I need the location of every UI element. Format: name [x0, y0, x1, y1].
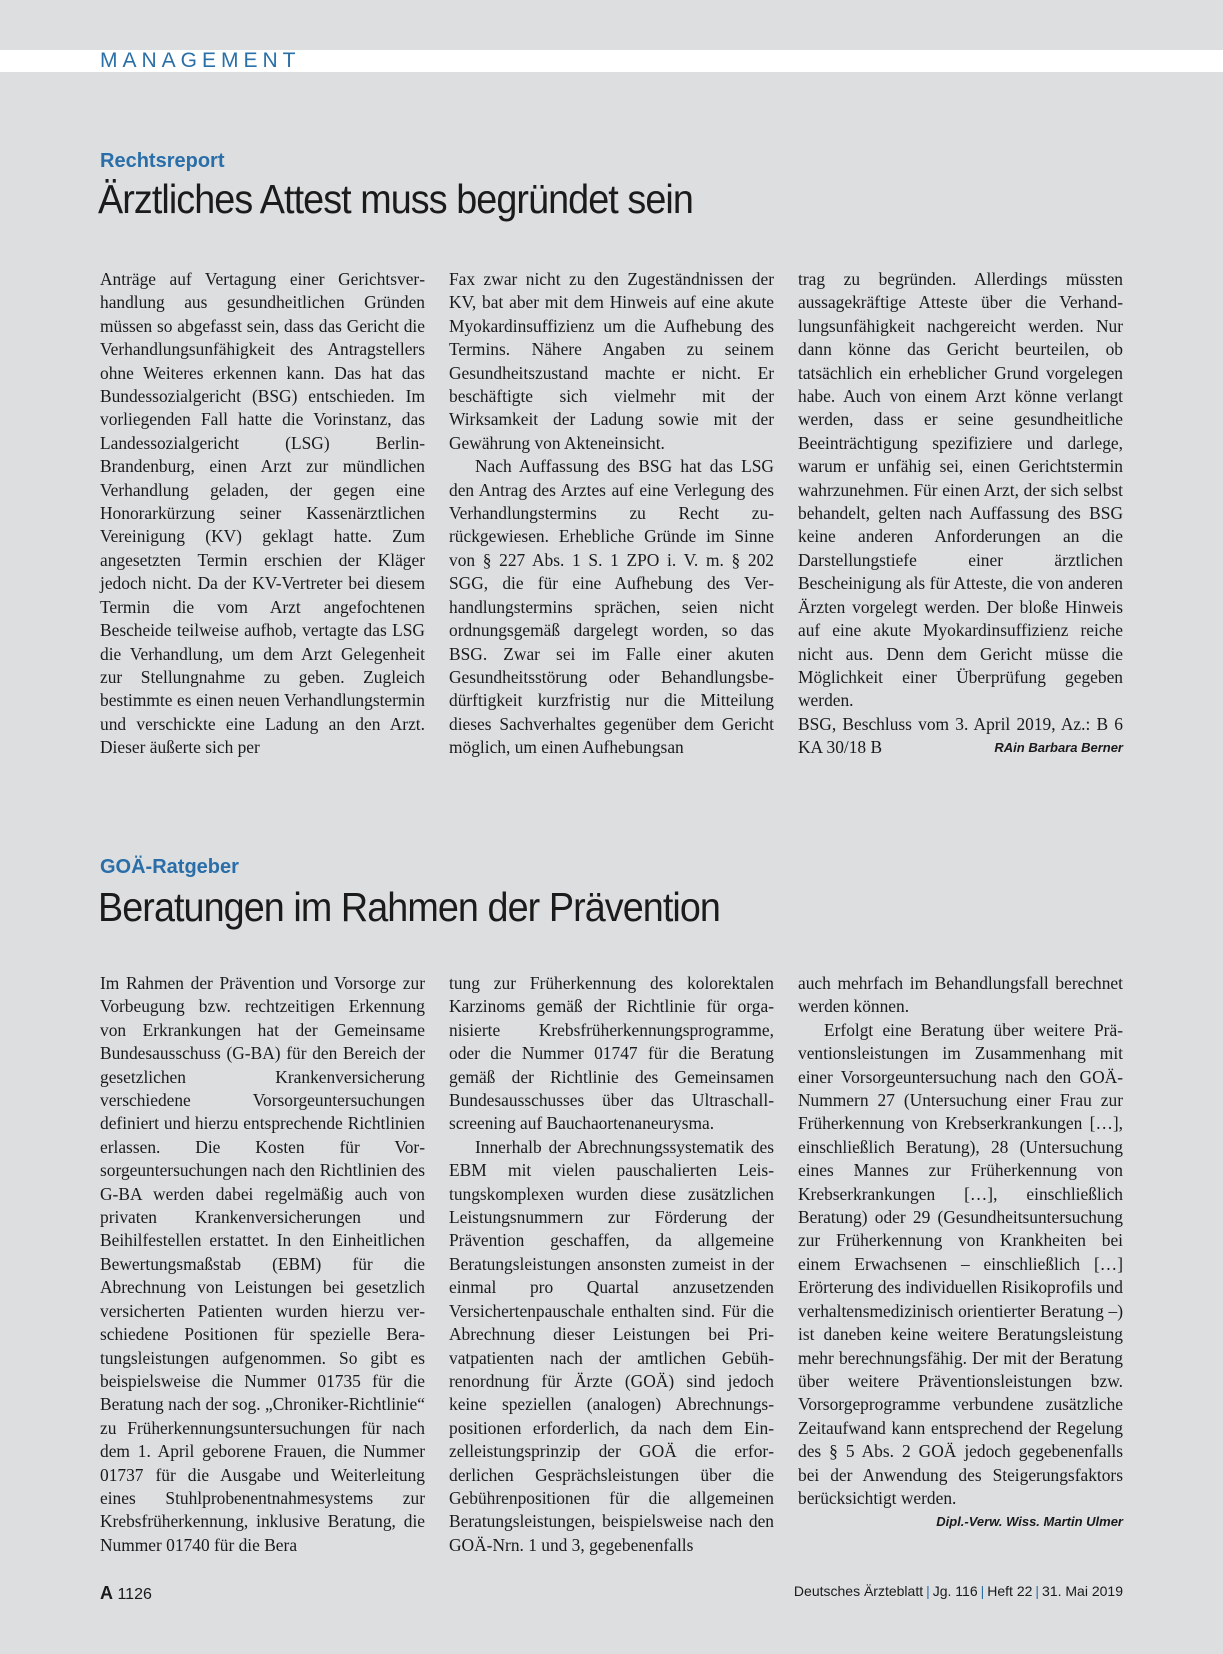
- article2-title: Beratungen im Rahmen der Prävention: [98, 884, 720, 930]
- article1-col1-text: Anträge auf Vertagung einer Gerichtsverhandlung aus gesundheitlichen Gründen müssen so abgefasst sein, dass das Gericht die Verhandlungsunfähigkeit des Antragstellers ohne Weiteres erkennen kann. Das hat das Bundessozialgericht (BSG) entschieden. Im vorliegenden Fall hatte die Vorinstanz, das Landessozialgericht (LSG) Berlin-Brandenburg, einen Arzt zur mündlichen Verhandlung geladen, der gegen eine Honorarkürzung seiner Kassenärztlichen Vereinigung (KV) geklagt hatte. Zum angesetzten Termin erschien der Kläger jedoch nicht. Da der KV-Vertreter bei diesem Termin die vom Arzt angefochtenen Bescheide teilweise aufhob, vertagte das LSG die Verhandlung, um dem Arzt Gelegenheit zur Stellungnahme zu geben. Zugleich bestimmte es einen neuen Verhandlungstermin und verschickte eine Ladung an den Arzt. Dieser äußerte sich per: [100, 269, 425, 758]
- section-label: MANAGEMENT: [100, 49, 301, 72]
- article1-citation-text: BSG, Beschluss vom 3. April 2019, Az.: B 6 KA 30/18 B: [798, 713, 1123, 758]
- top-band: [0, 0, 1223, 50]
- journal-info: [794, 1583, 1123, 1599]
- article1-column-1: [100, 268, 425, 760]
- journal-name: Deutsches Ärzteblatt: [793, 1583, 924, 1599]
- separator: |: [926, 1583, 930, 1599]
- article2-column-1: [100, 972, 425, 1557]
- article1-author: RAin Barbara Berner: [994, 740, 1123, 756]
- article1-kicker: Rechtsreport: [100, 150, 225, 172]
- article2-col3-para2: [798, 1019, 1123, 1530]
- article2-col3-para1: auch mehrfach im Behandlungsfall berechnet werden können.: [798, 973, 1123, 1017]
- article2-col2-para2: Innerhalb der Abrechnungssystematik des EBM mit vielen pauschalierten Leistungskomplexen wurden diese zusätzlichen Leistungsnummern zur Förderung der Prävention geschaffen, da allgemeine Beratungsleistungen ansonsten zumeist in der einmal pro Quartal anzusetzenden Versichertenpauschale enthalten sind. Für die Abrechnung dieser Leistungen bei Privatpatienten nach der amtlichen Gebührenordnung für Ärzte (GOÄ) sind jedoch keine speziellen (analogen) Abrechnungspositionen erforderlich, da nach dem Einzelleistungsprinzip der GOÄ die erforderlichen Gesprächsleistungen über die Gebührenpositionen für die allgemeinen Beratungsleistungen, beispielsweise nach den GOÄ-Nrn. 1 und 3, gegebenenfalls: [449, 1136, 774, 1555]
- article1-citation: [798, 713, 1123, 760]
- article2-author: Dipl.-Verw. Wiss. Martin Ulmer: [936, 1514, 1123, 1530]
- article2-column-3: [798, 972, 1123, 1534]
- article1-column-2: [449, 268, 774, 760]
- article1-col2-para2: Nach Auffassung des BSG hat das LSG den Antrag des Arztes auf eine Verlegung des Verhandlungstermins zu Recht zurückgewiesen. Erhebliche Gründe im Sinne von § 227 Abs. 1 S. 1 ZPO i. V. m. § 202 SGG, die für eine Aufhebung des Verhandlungstermins sprächen, seien nicht ordnungsgemäß dargelegt worden, so das BSG. Zwar sei im Falle einer akuten Gesundheitsstörung oder Behandlungsbedürftigkeit kurzfristig nur die Mitteilung dieses Sachverhaltes gegenüber dem Gericht möglich, um einen Aufhebungsan: [449, 456, 774, 758]
- article2-col1-text: Im Rahmen der Prävention und Vorsorge zur Vorbeugung bzw. rechtzeitigen Erkennung von Erkrankungen hat der Gemeinsame Bundesausschuss (G-BA) für den Bereich der gesetzlichen Krankenversicherung verschiedene Vorsorgeuntersuchungen definiert und hierzu entsprechende Richtlinien erlassen. Die Kosten für Vorsorgeuntersuchungen nach den Richtlinien des G-BA werden dabei regelmäßig auch von privaten Krankenversicherungen und Beihilfestellen erstattet. In den Einheitlichen Bewertungsmaßstab (EBM) für die Abrechnung von Leistungen bei gesetzlich versicherten Patienten wurden hierzu verschiedene Positionen für spezielle Beratungsleistungen aufgenommen. So gibt es beispielsweise die Nummer 01735 für die Beratung nach der sog. „Chroniker-Richtlinie“ zu Früherkennungsuntersuchungen für nach dem 1. April geborene Frauen, die Nummer 01737 für die Ausgabe und Weiterleitung eines Stuhlprobenentnahmesystems zur Krebsfrüherkennung, inklusive Beratung, die Nummer 01740 für die Bera: [100, 973, 425, 1555]
- article1-column-3: [798, 268, 1123, 760]
- article2-kicker: GOÄ-Ratgeber: [100, 856, 239, 878]
- journal-issue: Heft 22: [987, 1583, 1033, 1599]
- page-prefix: A: [100, 1583, 113, 1603]
- page-number: [100, 1583, 152, 1604]
- separator: |: [1035, 1583, 1040, 1599]
- article1-title: Ärztliches Attest muss begründet sein: [98, 176, 693, 222]
- journal-date: 31. Mai 2019: [1042, 1583, 1123, 1599]
- article2-column-2: [449, 972, 774, 1557]
- journal-volume: Jg. 116: [932, 1583, 978, 1599]
- separator: |: [980, 1583, 985, 1599]
- page-number-value: 1126: [117, 1586, 152, 1603]
- article1-col2-para1: Fax zwar nicht zu den Zugeständnissen der KV, bat aber mit dem Hinweis auf eine akute Myokardinsuffizienz um die Aufhebung des Termins. Nähere Angaben zu seinem Gesundheitszustand machte er nicht. Er beschäftigte sich vielmehr mit der Wirksamkeit der Ladung sowie mit der Gewährung von Akteneinsicht.: [449, 269, 774, 453]
- article2-col2-para1: tung zur Früherkennung des kolorektalen Karzinoms gemäß der Richtlinie für organisierte Krebsfrüherkennungsprogramme, oder die Nummer 01747 für die Beratung gemäß der Richtlinie des Gemeinsamen Bundesausschusses über das Ultraschallscreening auf Bauchaortenaneurysma.: [449, 973, 774, 1134]
- article2-col3-para2-text: Erfolgt eine Beratung über weitere Präventionsleistungen im Zusammenhang mit einer Vorsorgeuntersuchung nach den GOÄ-Nummern 27 (Untersuchung einer Frau zur Früherkennung von Krebserkrankungen […], einschließlich Beratung), 28 (Untersuchung eines Mannes zur Früherkennung von Krebserkrankungen […], einschließlich Beratung) oder 29 (Gesundheitsuntersuchung zur Früherkennung von Krankheiten bei einem Erwachsenen – einschließlich […] Erörterung des individuellen Risikoprofils und verhaltensmedizinisch orientierter Beratung –) ist daneben keine weitere Beratungsleistung mehr berechnungsfähig. Der mit der Beratung über weitere Präventionsleistungen bzw. Vorsorgeprogramme verbundene zusätzliche Zeitaufwand kann entsprechend der Regelung des § 5 Abs. 2 GOÄ jedoch gegebenenfalls bei der Anwendung des Steigerungsfaktors berücksichtigt werden.: [798, 1019, 1123, 1508]
- article1-col3-para1: trag zu begründen. Allerdings müssten aussagekräftige Atteste über die Verhandlungsunfähigkeit nachgereicht werden. Nur dann könne das Gericht beurteilen, ob tatsächlich ein erheblicher Grund vorgelegen habe. Auch von einem Arzt könne verlangt werden, dass er seine gesundheitliche Beeinträchtigung spezifiziere und darlege, warum er unfähig sei, einen Gerichtstermin wahrzunehmen. Für einen Arzt, der sich selbst behandelt, gelten nach Auffassung des BSG keine anderen Anforderungen an die Darstellungstiefe einer ärztlichen Bescheinigung als für Atteste, die von anderen Ärzten vorgelegt werden. Der bloße Hinweis auf eine akute Myokardinsuffizienz reiche nicht aus. Denn dem Gericht müsse die Möglichkeit einer Überprüfung gegeben werden.: [798, 269, 1123, 711]
